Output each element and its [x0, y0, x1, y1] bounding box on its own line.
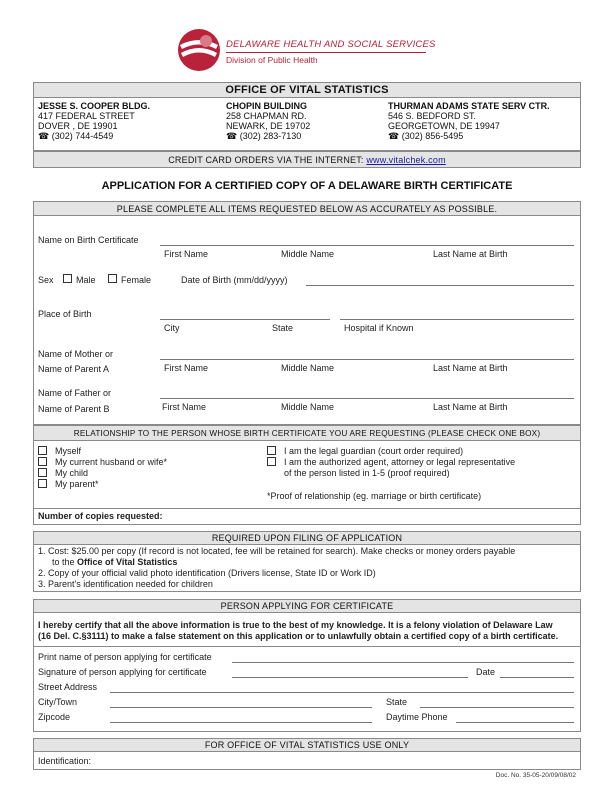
office-3-city: GEORGETOWN, DE 19947 — [388, 121, 500, 131]
payee-name: Office of Vital Statistics — [77, 557, 178, 567]
dob-label: Date of Birth (mm/dd/yyyy) — [181, 275, 288, 285]
office-1-name: JESSE S. COOPER BLDG. — [38, 101, 151, 111]
office-2-name: CHOPIN BUILDING — [226, 101, 307, 111]
print-name-label: Print name of person applying for certificate — [38, 652, 212, 662]
office-use-heading: FOR OFFICE OF VITAL STATISTICS USE ONLY — [204, 740, 410, 750]
office-3-name: THURMAN ADAMS STATE SERV CTR. — [388, 101, 550, 111]
doc-number: Doc. No. 35-05-20/09/08/02 — [495, 772, 576, 779]
office-3-street: 546 S. BEDFORD ST. — [388, 111, 477, 121]
office-use-band — [33, 738, 581, 752]
zipcode-label: Zipcode — [38, 712, 71, 722]
applicant-band — [33, 599, 581, 613]
phone-icon: ☎ — [226, 131, 240, 141]
instructions-band — [33, 201, 581, 216]
office-2-city: NEWARK, DE 19702 — [226, 121, 311, 131]
requirement-3: 3. Parent's identification needed for children — [38, 579, 213, 589]
name-on-birth-label: Name on Birth Certificate — [38, 235, 139, 245]
office-1-city: DOVER , DE 19901 — [38, 121, 118, 131]
state-line[interactable] — [420, 707, 574, 708]
proof-note: *Proof of relationship (eg. marriage or birth certificate) — [267, 491, 482, 501]
certify-divider — [33, 646, 581, 647]
requirement-1-prefix: to the — [52, 557, 78, 567]
office-2-street: 258 CHAPMAN RD. — [226, 111, 307, 121]
mother-label-line2: Name of Parent A — [38, 364, 110, 374]
city-caption: City — [164, 323, 180, 333]
phone-icon: ☎ — [38, 131, 52, 141]
street-line[interactable] — [110, 692, 574, 693]
copies-divider — [33, 508, 581, 509]
signature-line[interactable] — [232, 677, 468, 678]
myself-checkbox[interactable] — [38, 446, 47, 455]
place-of-birth-label: Place of Birth — [38, 309, 92, 319]
office-2 — [226, 101, 310, 141]
mother-middle-caption: Middle Name — [281, 363, 335, 373]
phone-icon: ☎ — [388, 131, 402, 141]
mother-last-caption: Last Name at Birth — [433, 363, 508, 373]
city-town-label: City/Town — [38, 697, 78, 707]
name-on-birth-line[interactable] — [160, 245, 574, 246]
dhss-logo — [176, 27, 222, 73]
father-last-caption: Last Name at Birth — [433, 402, 508, 412]
parent-label: My parent* — [55, 479, 99, 489]
phone-label: Daytime Phone — [386, 712, 448, 722]
print-name-line[interactable] — [232, 662, 574, 663]
father-label-line2: Name of Parent B — [38, 404, 110, 414]
first-name-caption: First Name — [164, 249, 209, 259]
agent-label-line1: I am the authorized agent, attorney or legal representative — [284, 457, 516, 467]
myself-label: Myself — [55, 446, 82, 456]
instructions-text: PLEASE COMPLETE ALL ITEMS REQUESTED BELOW AS ACCURATELY AS POSSIBLE. — [116, 204, 498, 214]
requirement-2: 2. Copy of your official valid photo identification (Drivers license, State ID or Work ID) — [38, 568, 376, 578]
certify-line2: (16 Del. C.§3111) to make a false statement on this application or to unlawfully obtain a certified copy of a birth certificate. — [38, 631, 559, 641]
street-label: Street Address — [38, 682, 98, 692]
mother-name-line[interactable] — [160, 359, 574, 360]
mother-label-line1: Name of Mother or — [38, 349, 114, 359]
parent-checkbox[interactable] — [38, 479, 47, 488]
office-3-phone: (302) 856-5495 — [401, 131, 464, 141]
spouse-label: My current husband or wife* — [55, 457, 168, 467]
requirement-1-line1: 1. Cost: $25.00 per copy (If record is not located, fee will be retained for search). Make checks or money orders payable — [38, 546, 516, 556]
office-use-box — [33, 751, 581, 770]
sex-label: Sex — [38, 275, 54, 285]
spouse-checkbox[interactable] — [38, 457, 47, 466]
father-name-line[interactable] — [160, 398, 574, 399]
male-checkbox[interactable] — [63, 274, 72, 283]
identification-label: Identification: — [38, 756, 92, 766]
requirements-heading: REQUIRED UPON FILING OF APPLICATION — [211, 533, 403, 543]
last-name-caption: Last Name at Birth — [433, 249, 508, 259]
agent-checkbox[interactable] — [267, 457, 276, 466]
certify-line1: I hereby certify that all the above information is true to the best of my knowledge. It is a felony violation of Delaware Law — [38, 620, 553, 630]
signature-label: Signature of person applying for certificate — [38, 667, 207, 677]
city-town-line[interactable] — [110, 707, 372, 708]
place-city-state-line[interactable] — [160, 319, 330, 320]
mother-first-caption: First Name — [164, 363, 209, 373]
office-1-street: 417 FEDERAL STREET — [38, 111, 135, 121]
credit-card-text: CREDIT CARD ORDERS VIA THE INTERNET: — [168, 155, 367, 165]
father-label-line1: Name of Father or — [38, 388, 112, 398]
org-divider — [226, 52, 426, 53]
office-1 — [38, 101, 150, 141]
credit-card-band — [33, 151, 581, 168]
dob-line[interactable] — [306, 285, 574, 286]
form-title: APPLICATION FOR A CERTIFIED COPY OF A DELAWARE BIRTH CERTIFICATE — [101, 180, 513, 192]
father-first-caption: First Name — [162, 402, 207, 412]
male-label: Male — [76, 275, 96, 285]
office-1-phone: (302) 744-4549 — [51, 131, 114, 141]
office-2-phone: (302) 283-7130 — [239, 131, 302, 141]
division-name: Division of Public Health — [226, 55, 318, 65]
father-middle-caption: Middle Name — [281, 402, 335, 412]
date-label: Date — [476, 667, 496, 677]
female-label: Female — [121, 275, 152, 285]
state-caption: State — [272, 323, 294, 333]
female-checkbox[interactable] — [108, 274, 117, 283]
place-hospital-line[interactable] — [340, 319, 574, 320]
date-line[interactable] — [500, 677, 574, 678]
middle-name-caption: Middle Name — [281, 249, 335, 259]
office-title-band — [33, 82, 581, 98]
child-label: My child — [55, 468, 89, 478]
applicant-heading: PERSON APPLYING FOR CERTIFICATE — [220, 601, 394, 611]
phone-line[interactable] — [456, 722, 574, 723]
requirement-1-line2 — [52, 557, 177, 567]
org-name: DELAWARE HEALTH AND SOCIAL SERVICES — [226, 39, 436, 50]
office-3 — [388, 101, 550, 141]
child-checkbox[interactable] — [38, 468, 47, 477]
agent-label-line2: of the person listed in 1-5 (proof required) — [284, 468, 450, 478]
state-label: State — [386, 697, 408, 707]
relationship-band — [33, 425, 581, 441]
guardian-label: I am the legal guardian (court order required) — [284, 446, 464, 456]
office-title: OFFICE OF VITAL STATISTICS — [225, 84, 389, 96]
copies-label: Number of copies requested: — [38, 511, 163, 521]
guardian-checkbox[interactable] — [267, 446, 276, 455]
requirements-band — [33, 531, 581, 545]
hospital-caption: Hospital if Known — [344, 323, 414, 333]
relationship-heading: RELATIONSHIP TO THE PERSON WHOSE BIRTH CERTIFICATE YOU ARE REQUESTING (PLEASE CHECK ONE BOX) — [73, 429, 541, 438]
vitalchek-link[interactable]: www.vitalchek.com — [366, 155, 446, 165]
birth-info-box — [33, 215, 581, 425]
zipcode-line[interactable] — [110, 722, 372, 723]
